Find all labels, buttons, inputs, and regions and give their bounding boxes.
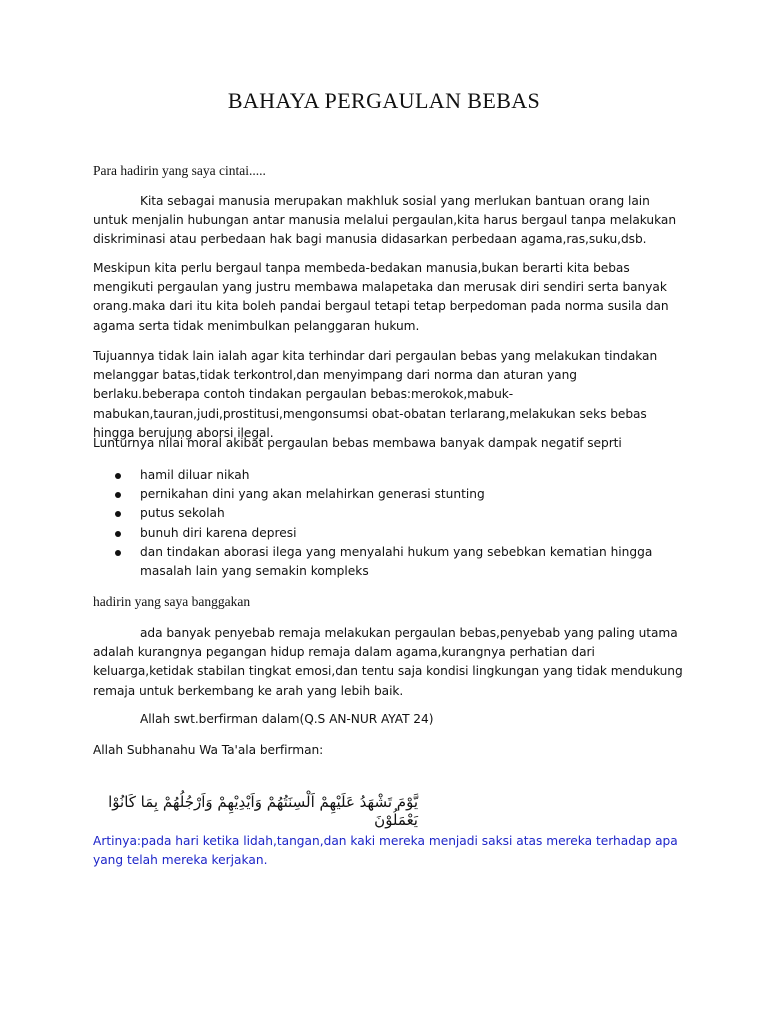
bullet-item	[93, 466, 683, 485]
bullet-item	[93, 543, 683, 581]
bullet-icon	[115, 473, 121, 479]
bullet-icon	[115, 492, 121, 498]
impact-bullet-list	[93, 466, 683, 581]
bullet-text: hamil diluar nikah	[140, 468, 250, 482]
bullet-icon	[115, 531, 121, 537]
bullet-text: bunuh diri karena depresi	[140, 525, 297, 540]
bullet-text: dan tindakan aborasi ilega yang menyalahi hukum yang sebebkan kematian hingga masalah lain yang semakin kompleks	[140, 544, 653, 579]
paragraph-6: Allah swt.berfirman dalam(Q.S AN-NUR AYAT 24)	[140, 712, 434, 726]
bullet-item	[93, 485, 683, 504]
bullet-icon	[115, 511, 121, 517]
document-title: BAHAYA PERGAULAN BEBAS	[227, 88, 541, 113]
paragraph-2: Meskipun kita perlu bergaul tanpa membeda-bedakan manusia,bukan berarti kita bebas mengikuti pergaulan yang justru membawa malapetaka dan merusak diri sendiri serta banyak orang.maka dari itu kita boleh pandai bergaul tetapi tetap berpedoman pada norma susila dan agama serta tidak menimbulkan pelanggaran hukum.	[93, 261, 669, 333]
paragraph-5: ada banyak penyebab remaja melakukan pergaulan bebas,penyebab yang paling utama adalah kurangnya pegangan hidup remaja dalam agama,kurangnya perhatian dari keluarga,ketidak stabilan tingkat emosi,dan tentu saja kondisi lingkungan yang tidak mendukung remaja untuk berkembang ke arah yang lebih baik.	[93, 626, 683, 698]
arabic-verse: يَّوْمَ تَشْهَدُ عَلَيْهِمْ اَلْسِنَتُهُمْ وَاَيْدِيْهِمْ وَاَرْجُلُهُمْ بِمَا كَانُوْا يَعْمَلُوْنَ	[108, 793, 418, 829]
verse-translation: Artinya:pada hari ketika lidah,tangan,dan kaki mereka menjadi saksi atas mereka terhadap apa yang telah mereka kerjakan.	[93, 834, 678, 868]
paragraph-7: Allah Subhanahu Wa Ta'ala berfirman:	[93, 743, 324, 757]
bullet-item	[93, 524, 683, 543]
bullet-text: pernikahan dini yang akan melahirkan generasi stunting	[140, 487, 485, 502]
greeting-1: Para hadirin yang saya cintai.....	[93, 163, 266, 178]
greeting-2: hadirin yang saya banggakan	[93, 594, 251, 609]
bullet-text: putus sekolah	[140, 506, 225, 521]
paragraph-3: Tujuannya tidak lain ialah agar kita terhindar dari pergaulan bebas yang melakukan tindakan melanggar batas,tidak terkontrol,dan menyimpang dari norma dan aturan yang berlaku.beberapa contoh tindakan pergaulan bebas:merokok,mabuk-mabukan,tauran,judi,prostitusi,mengonsumsi obat-obatan terlarang,melakukan seks bebas hingga berujung aborsi ilegal.	[93, 349, 658, 440]
bullet-item	[93, 504, 683, 523]
paragraph-1: Kita sebagai manusia merupakan makhluk sosial yang merlukan bantuan orang lain untuk menjalin hubungan antar manusia melalui pergaulan,kita harus bergaul tanpa melakukan diskriminasi atau perbedaan hak bagi manusia didasarkan perbedaan agama,ras,suku,dsb.	[93, 194, 676, 247]
paragraph-4: Lunturnya nilai moral akibat pergaulan bebas membawa banyak dampak negatif seprti	[93, 436, 622, 450]
bullet-icon	[115, 550, 121, 556]
